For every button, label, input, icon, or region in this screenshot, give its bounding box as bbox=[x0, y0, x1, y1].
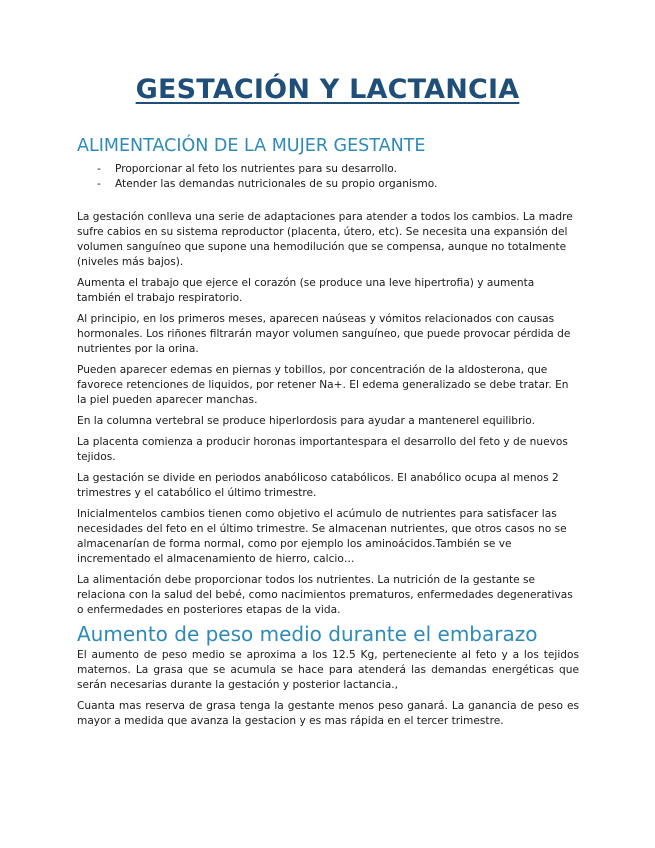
section2-body bbox=[77, 648, 579, 735]
paragraph: Aumenta el trabajo que ejerce el corazón (se produce una leve hipertrofia) y aumenta también el trabajo respiratorio. bbox=[77, 277, 535, 304]
list-item bbox=[97, 177, 437, 192]
bullet-dash: - bbox=[97, 178, 101, 190]
objectives-list bbox=[97, 162, 437, 192]
paragraph: Pueden aparecer edemas en piernas y tobillos, por concentración de la aldosterona, que favorece retenciones de liquidos, por retener Na+. El edema generalizado se debe tratar. En la piel pueden aparecer manchas. bbox=[77, 364, 569, 406]
paragraph: Cuanta mas reserva de grasa tenga la gestante menos peso ganará. La ganancia de peso es mayor a medida que avanza la gestacion y es mas rápida en el tercer trimestre. bbox=[77, 700, 579, 727]
section-heading-alimentacion: ALIMENTACIÓN DE LA MUJER GESTANTE bbox=[77, 136, 426, 156]
paragraph: En la columna vertebral se produce hiperlordosis para ayudar a mantenerel equilibrio. bbox=[77, 415, 535, 427]
paragraph: El aumento de peso medio se aproxima a los 12.5 Kg, perteneciente al feto y a los tejidos maternos. La grasa que se acumula se hace para atenderá las demandas energéticas que serán necesarias durante la gestación y posterior lactancia., bbox=[77, 649, 579, 691]
paragraph: La alimentación debe proporcionar todos los nutrientes. La nutrición de la gestante se relaciona con la salud del bebé, como nacimientos prematuros, enfermedades degenerativas o enfermedades en posteriores etapas de la vida. bbox=[77, 574, 573, 616]
list-item-text: Atender las demandas nutricionales de su propio organismo. bbox=[115, 178, 438, 190]
document-title: GESTACIÓN Y LACTANCIA bbox=[135, 74, 520, 105]
paragraph: La gestación conlleva una serie de adaptaciones para atender a todos los cambios. La madre sufre cabios en su sistema reproductor (placenta, útero, etc). Se necesita una expansión del volumen sanguíneo que supone una hemodilución que se compensa, aunque no totalmente (niveles más bajos). bbox=[77, 211, 573, 268]
list-item bbox=[97, 162, 437, 177]
section-heading-aumento-peso: Aumento de peso medio durante el embarazo bbox=[77, 622, 538, 646]
paragraph: Inicialmentelos cambios tienen como objetivo el acúmulo de nutrientes para satisfacer las necesidades del feto en el último trimestre. Se almacenan nutrientes, que otros casos no se almacenarían de forma normal, como por ejemplo los aminoácidos.También se ve incrementado el almacenamiento de hierro, calcio… bbox=[77, 508, 567, 565]
list-item-text: Proporcionar al feto los nutrientes para su desarrollo. bbox=[115, 163, 397, 175]
paragraph: Al principio, en los primeros meses, aparecen naúseas y vómitos relacionados con causas hormonales. Los riñones filtrarán mayor volumen sanguíneo, que puede provocar pérdida de nutrientes por la orina. bbox=[77, 313, 571, 355]
bullet-dash: - bbox=[97, 163, 101, 175]
paragraph: La gestación se divide en periodos anabólicoso catabólicos. El anabólico ocupa al menos 2 trimestres y el catabólico el último trimestre. bbox=[77, 472, 559, 499]
section1-body bbox=[77, 210, 581, 624]
paragraph: La placenta comienza a producir horonas importantespara el desarrollo del feto y de nuevos tejidos. bbox=[77, 436, 568, 463]
